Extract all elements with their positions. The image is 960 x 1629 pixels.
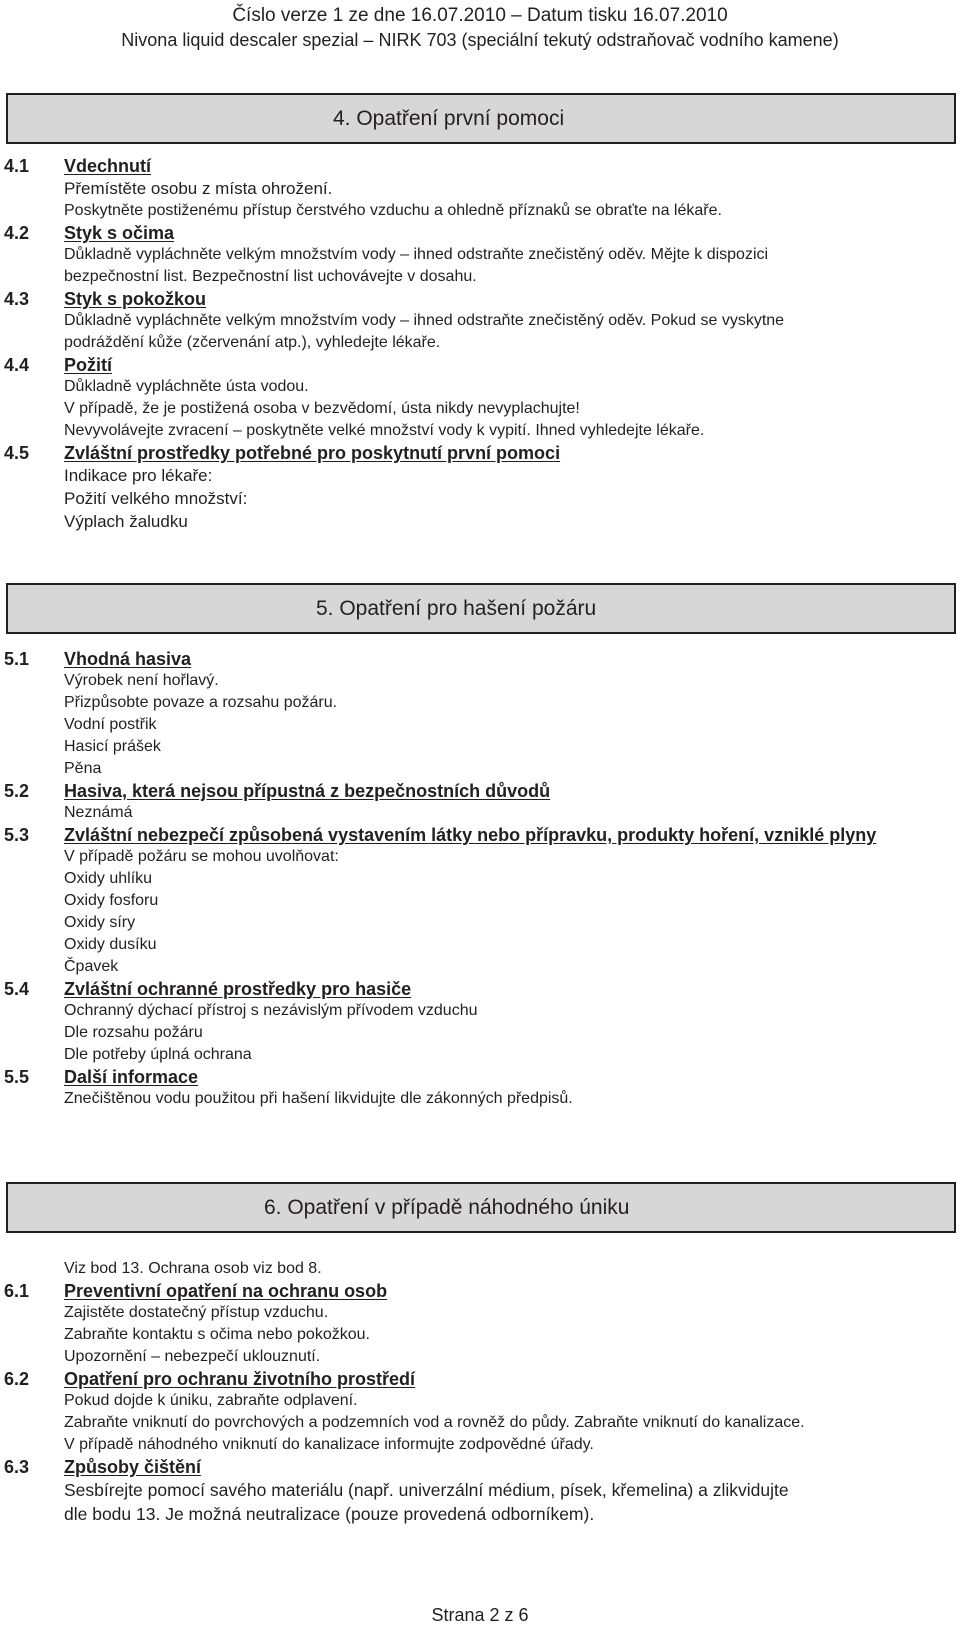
subsection-title: Opatření pro ochranu životního prostředí	[64, 1369, 416, 1389]
page-number: Strana 2 z 6	[431, 1605, 529, 1625]
text-line: Výrobek není hořlavý.	[64, 672, 219, 689]
subsection-number: 6.2	[4, 1369, 30, 1389]
subsection-5-1	[4, 648, 954, 780]
subsection-number: 4.5	[4, 443, 30, 463]
subsection-4-2	[4, 222, 954, 288]
text-line: Přizpůsobte povaze a rozsahu požáru.	[64, 694, 338, 711]
subsection-title: Další informace	[64, 1067, 199, 1087]
subsection-number: 5.3	[4, 825, 30, 845]
subsection-6-1	[4, 1280, 954, 1368]
subsection-title: Zvláštní nebezpečí způsobená vystavením látky nebo přípravku, produkty hoření, vzniklé plyny	[64, 825, 877, 845]
subsection-number: 5.4	[4, 979, 30, 999]
text-line: Přemístěte osobu z místa ohrožení.	[64, 179, 333, 198]
subsection-title: Vdechnutí	[64, 156, 152, 176]
subsection-number: 5.5	[4, 1067, 30, 1087]
text-line: Požití velkého množství:	[64, 489, 248, 508]
text-line: Sesbírejte pomocí savého materiálu (např. univerzální médium, písek, křemelina) a zlikvidujte	[64, 1480, 789, 1500]
text-line: Čpavek	[64, 958, 119, 975]
text-line: Upozornění – nebezpečí uklouznutí.	[64, 1348, 321, 1365]
product-line: Nivona liquid descaler spezial – NIRK 703 (speciální tekutý odstraňovač vodního kamene)	[121, 30, 839, 50]
section-6-heading-box	[6, 1182, 956, 1233]
section-5-title: 5. Opatření pro hašení požáru	[316, 597, 597, 620]
text-line: podráždění kůže (zčervenání atp.), vyhledejte lékaře.	[64, 334, 441, 351]
text-line: Neznámá	[64, 804, 133, 821]
text-line: Důkladně vypláchněte velkým množstvím vody – ihned odstraňte znečistěný oděv. Mějte k dispozici	[64, 246, 769, 263]
subsection-title: Preventivní opatření na ochranu osob	[64, 1281, 388, 1301]
subsection-title: Způsoby čištění	[64, 1457, 202, 1477]
subsection-number: 6.1	[4, 1281, 30, 1301]
subsection-number: 4.1	[4, 156, 30, 176]
text-line: Oxidy uhlíku	[64, 870, 153, 887]
subsection-6-3	[4, 1456, 954, 1526]
text-line: Důkladně vypláchněte velkým množstvím vody – ihned odstraňte znečistěný oděv. Pokud se vyskytne	[64, 312, 785, 329]
section-6-title: 6. Opatření v případě náhodného úniku	[264, 1196, 630, 1219]
text-line: Poskytněte postiženému přístup čerstvého vzduchu a ohledně příznaků se obraťte na lékaře.	[64, 202, 722, 219]
text-line: Indikace pro lékaře:	[64, 466, 213, 485]
text-line: Dle potřeby úplná ochrana	[64, 1046, 252, 1063]
subsection-number: 5.1	[4, 649, 30, 669]
subsection-title: Zvláštní prostředky potřebné pro poskytnutí první pomoci	[64, 443, 561, 463]
text-line: Oxidy fosforu	[64, 892, 159, 909]
text-line: Ochranný dýchací přístroj s nezávislým přívodem vzduchu	[64, 1002, 478, 1019]
text-line: V případě, že je postižená osoba v bezvědomí, ústa nikdy nevyplachujte!	[64, 400, 580, 417]
subsection-number: 4.4	[4, 355, 30, 375]
text-line: Hasicí prášek	[64, 738, 161, 755]
section-4-heading-box	[6, 93, 956, 144]
text-line: V případě požáru se mohou uvolňovat:	[64, 848, 339, 865]
subsection-4-4	[4, 354, 954, 442]
text-line: Důkladně vypláchněte ústa vodou.	[64, 378, 309, 395]
text-line: Zabraňte kontaktu s očima nebo pokožkou.	[64, 1326, 370, 1343]
section-4-body	[4, 155, 954, 533]
text-line: Oxidy síry	[64, 914, 136, 931]
subsection-4-3	[4, 288, 954, 354]
text-line: Vodní postřik	[64, 716, 157, 733]
text-line: Zabraňte vniknutí do povrchových a podzemních vod a rovněž do půdy. Zabraňte vniknutí do kanalizace.	[64, 1414, 805, 1431]
document-header	[0, 4, 960, 52]
subsection-title: Zvláštní ochranné prostředky pro hasiče	[64, 979, 412, 999]
subsection-title: Styk s pokožkou	[64, 289, 207, 309]
section-5-body	[4, 648, 954, 1110]
subsection-5-2	[4, 780, 954, 824]
text-line: Dle rozsahu požáru	[64, 1024, 203, 1041]
subsection-4-5	[4, 442, 954, 533]
subsection-title: Styk s očima	[64, 223, 175, 243]
subsection-title: Požití	[64, 355, 112, 375]
text-line: V případě náhodného vniknutí do kanalizace informujte zodpovědné úřady.	[64, 1436, 594, 1453]
subsection-6-2	[4, 1368, 954, 1456]
text-line: Pokud dojde k úniku, zabraňte odplavení.	[64, 1392, 358, 1409]
text-line: Výplach žaludku	[64, 512, 188, 531]
subsection-5-3	[4, 824, 954, 978]
section-5-heading-box	[6, 583, 956, 634]
version-line: Číslo verze 1 ze dne 16.07.2010 – Datum tisku 16.07.2010	[232, 5, 728, 26]
section-6-body	[4, 1258, 954, 1526]
subsection-number: 6.3	[4, 1457, 30, 1477]
text-line: Znečištěnou vodu použitou při hašení likvidujte dle zákonných předpisů.	[64, 1090, 573, 1107]
subsection-5-4	[4, 978, 954, 1066]
subsection-number: 4.2	[4, 223, 30, 243]
subsection-number: 5.2	[4, 781, 30, 801]
text-line: Pěna	[64, 760, 102, 777]
text-line: Zajistěte dostatečný přístup vzduchu.	[64, 1304, 329, 1321]
subsection-5-5	[4, 1066, 954, 1110]
text-line: Nevyvolávejte zvracení – poskytněte velké množství vody k vypití. Ihned vyhledejte lékaře.	[64, 422, 705, 439]
section-4-title: 4. Opatření první pomoci	[333, 107, 565, 130]
subsection-4-1	[4, 155, 954, 222]
section-6-intro: Viz bod 13. Ochrana osob viz bod 8.	[64, 1260, 322, 1277]
text-line: dle bodu 13. Je možná neutralizace (pouze provedená odborníkem).	[64, 1504, 595, 1524]
text-line: Oxidy dusíku	[64, 936, 157, 953]
subsection-title: Hasiva, která nejsou přípustná z bezpečnostních důvodů	[64, 781, 551, 801]
subsection-number: 4.3	[4, 289, 30, 309]
text-line: bezpečnostní list. Bezpečnostní list uchovávejte v dosahu.	[64, 268, 477, 285]
subsection-title: Vhodná hasiva	[64, 649, 192, 669]
